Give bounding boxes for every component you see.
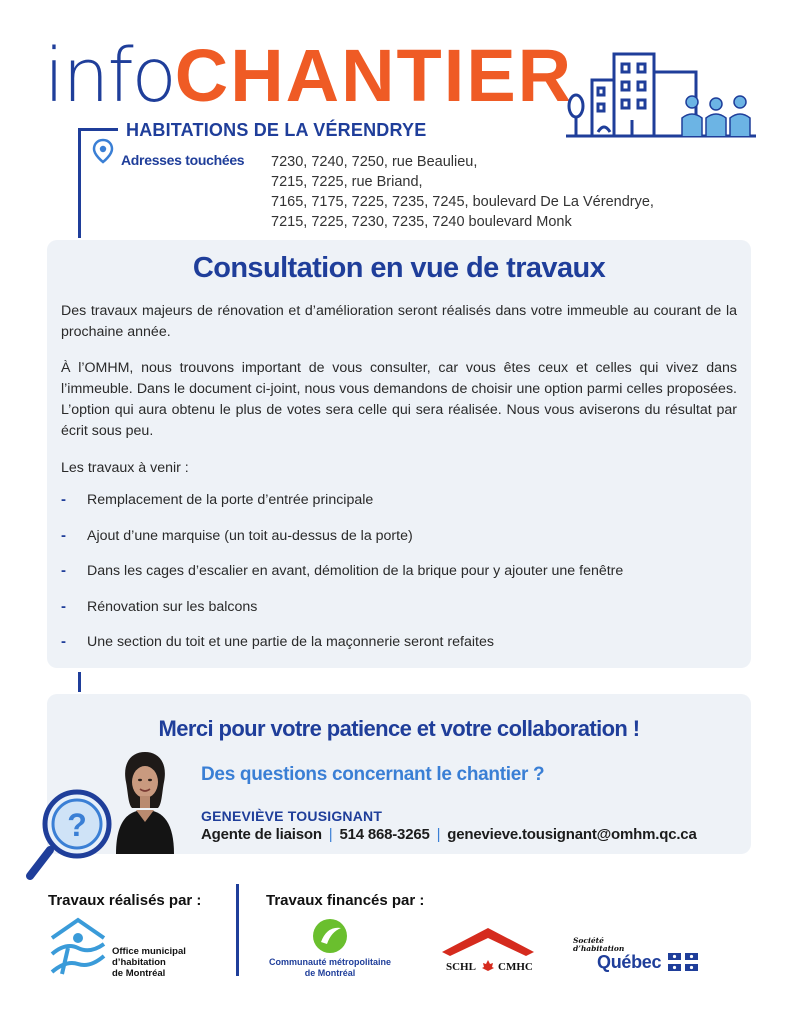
dash-bullet-icon: - xyxy=(61,633,66,650)
location-pin-icon xyxy=(92,138,114,164)
contact-details xyxy=(201,826,697,843)
logo-chantier-text: CHANTIER xyxy=(174,34,574,117)
cmm-logo-text: Communauté métropolitaine de Montréal xyxy=(268,957,391,978)
logo-info-text: info xyxy=(44,33,175,119)
list-item xyxy=(61,561,741,597)
list-item-text: Une section du toit et une partie de la maçonnerie seront refaites xyxy=(87,634,494,650)
omhm-logo-text: Office municipal d’habitation de Montréal xyxy=(112,946,186,979)
dash-bullet-icon: - xyxy=(61,526,66,544)
list-item xyxy=(61,632,741,668)
addresses-label: Adresses touchées xyxy=(121,152,245,168)
address-line: 7165, 7175, 7225, 7235, 7245, boulevard De La Vérendrye, xyxy=(271,194,654,210)
list-item xyxy=(61,597,741,633)
list-item xyxy=(61,526,741,562)
thanks-title: Merci pour votre patience et votre collaboration ! xyxy=(158,716,640,741)
contact-name: GENEVIÈVE TOUSIGNANT xyxy=(201,808,383,824)
header-connector-line xyxy=(78,128,81,238)
info-chantier-logo xyxy=(44,33,574,119)
works-intro: Les travaux à venir : xyxy=(61,460,189,476)
list-item-text: Dans les cages d’escalier en avant, démolition de la brique pour y ajouter une fenêtre xyxy=(87,563,624,579)
consultation-title: Consultation en vue de travaux xyxy=(192,252,606,284)
works-list xyxy=(61,490,741,668)
cmhc-text: CMHC xyxy=(498,961,533,973)
footer-divider xyxy=(236,884,239,976)
city-buildings-icon xyxy=(566,42,756,142)
contact-photo xyxy=(112,748,178,854)
section-connector-line xyxy=(78,672,81,692)
dash-bullet-icon: - xyxy=(61,491,66,508)
contact-email[interactable]: genevieve.tousignant@omhm.qc.ca xyxy=(447,826,697,843)
contact-phone[interactable]: 514 868-3265 xyxy=(339,826,430,843)
questions-heading: Des questions concernant le chantier ? xyxy=(201,764,545,785)
address-line: 7230, 7240, 7250, rue Beaulieu, xyxy=(271,154,478,170)
dash-bullet-icon: - xyxy=(61,562,66,579)
works-done-by-label: Travaux réalisés par : xyxy=(48,892,202,909)
consultation-paragraph-1: Des travaux majeurs de rénovation et d’amélioration seront réalisés dans votre immeuble au courant de la prochaine année. xyxy=(61,303,737,340)
maple-leaf-icon xyxy=(482,960,494,971)
header-connector-line-horizontal xyxy=(78,128,118,131)
address-line: 7215, 7225, 7230, 7235, 7240 boulevard Monk xyxy=(271,214,572,230)
project-title: HABITATIONS DE LA VÉRENDRYE xyxy=(126,120,427,140)
list-item-text: Remplacement de la porte d’entrée principale xyxy=(87,492,374,508)
separator: | xyxy=(328,826,333,843)
list-item-text: Rénovation sur les balcons xyxy=(87,598,258,615)
separator: | xyxy=(436,826,441,843)
quebec-flag-icon xyxy=(668,953,698,971)
quebec-logo-text: Québec xyxy=(597,952,662,972)
list-item-text: Ajout d’une marquise (un toit au-dessus de la porte) xyxy=(87,527,413,544)
addresses-list xyxy=(271,152,654,232)
list-item xyxy=(61,490,741,526)
works-funded-by-label: Travaux financés par : xyxy=(266,892,425,909)
question-mark: ? xyxy=(67,807,87,843)
consultation-card xyxy=(47,240,751,668)
contact-role: Agente de liaison xyxy=(201,826,322,843)
dash-bullet-icon: - xyxy=(61,597,66,615)
address-line: 7215, 7225, rue Briand, xyxy=(271,174,423,190)
quebec-logo-subtitle: Société d’habitation xyxy=(573,936,625,953)
consultation-paragraph-2: À l’OMHM, nous trouvons important de vous consulter, car vous êtes ceux et celles qui vivez dans l’immeuble. Dans le document ci-joint, nous vous demandons de choisir une option parmi celles proposées. L’option qui aura obtenu le plus de votes sera celle qui sera réalisée. Nous vous aviserons du résultat par écrit sous peu. xyxy=(61,360,737,439)
schl-cmhc-logo xyxy=(440,926,536,974)
schl-text: SCHL xyxy=(446,961,476,973)
